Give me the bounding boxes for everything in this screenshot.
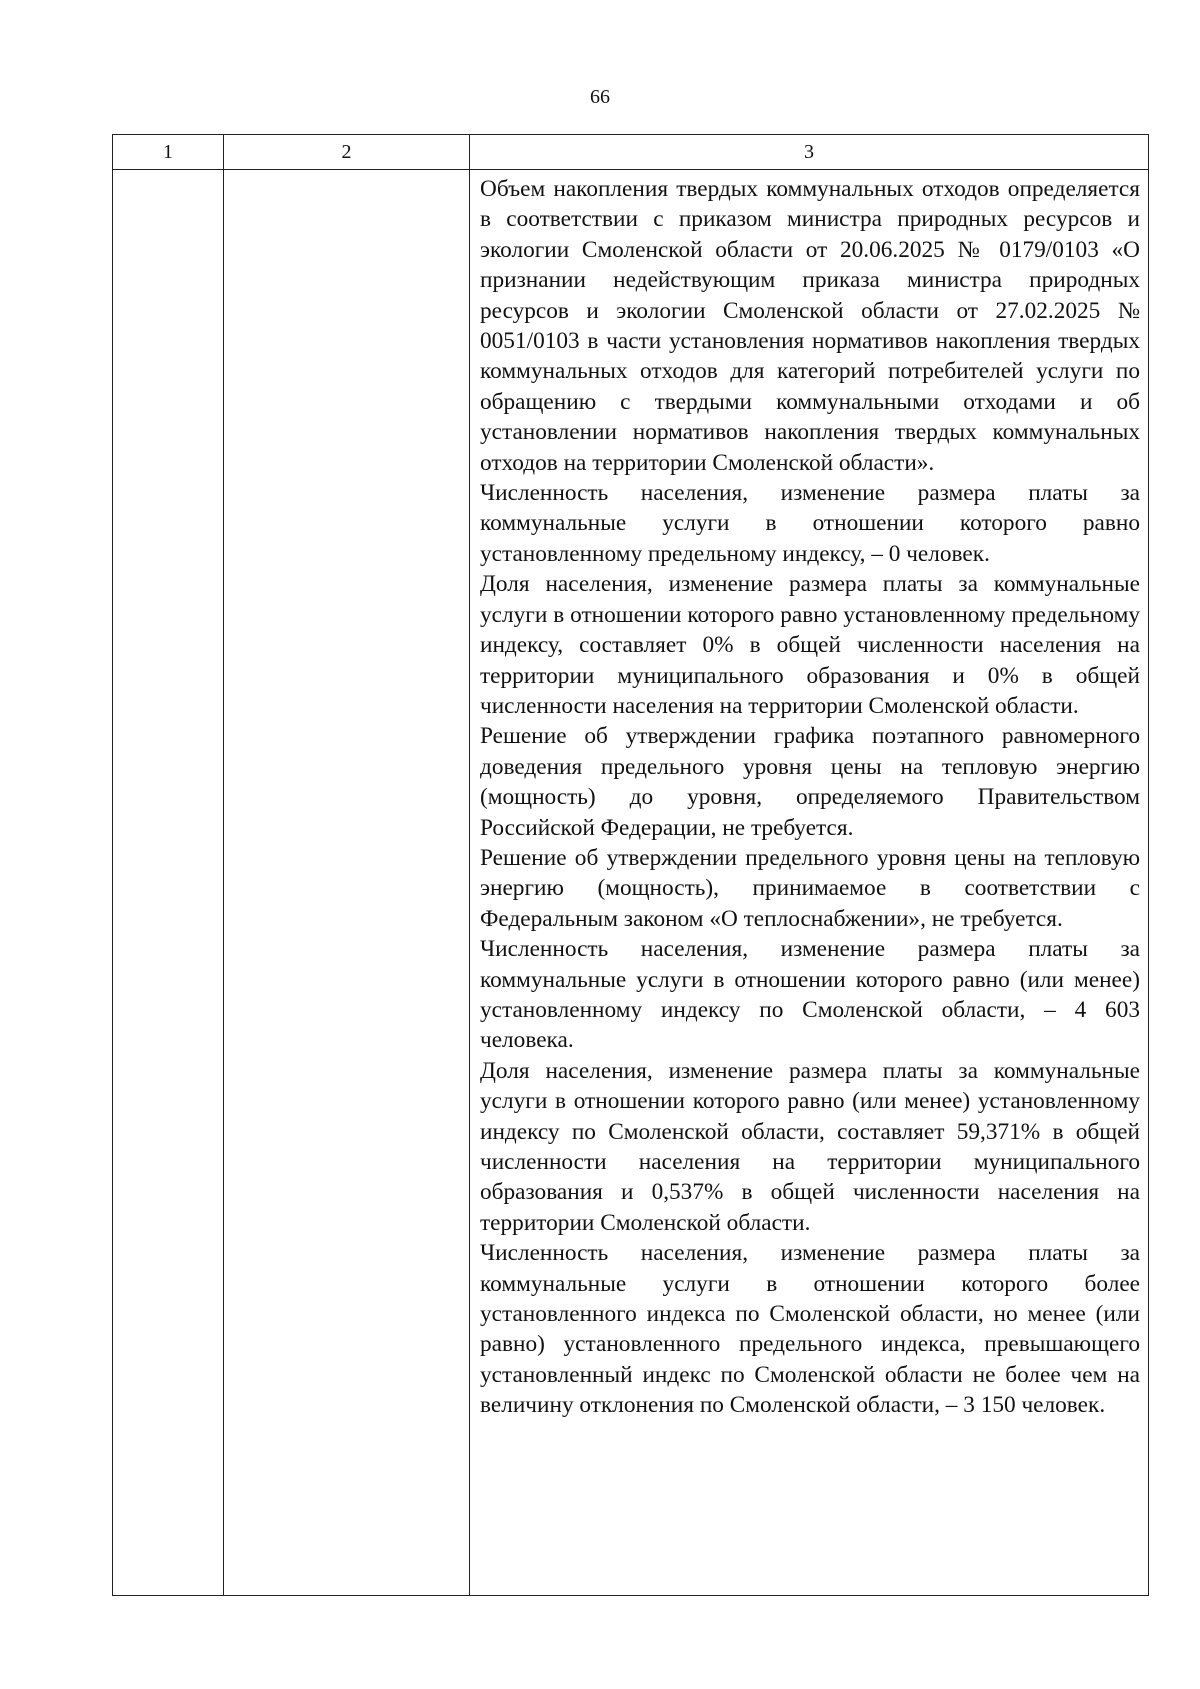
- page-number: 66: [590, 86, 610, 108]
- paragraph-population-equal-limit-index: Численность населения, изменение размера платы за коммунальные услуги в отношении которого равно установленному предельному индексу, – 0 человек.: [480, 480, 1140, 567]
- column-3-cell: [470, 170, 1149, 1596]
- column-header-2: 2: [224, 135, 470, 170]
- paragraph-population-equal-or-less-index: Численность населения, изменение размера платы за коммунальные услуги в отношении которого равно (или менее) установленному индексу по Смоленской области, – 4 603 человека.: [480, 936, 1140, 1054]
- paragraph-heat-price-limit: Решение об утверждении предельного уровня цены на тепловую энергию (мощность), принимаемое в соответствии с Федеральным законом «О теплоснабжении», не требуется.: [480, 844, 1140, 932]
- paragraph-share-equal-or-less-index: Доля населения, изменение размера платы за коммунальные услуги в отношении которого равно (или менее) установленному индексу по Смоленской области, составляет 59,371% в общей численности населения на территории муниципального образования и 0,537% в общей численности населения на территории Смоленской области.: [480, 1057, 1140, 1236]
- paragraph-heat-price-schedule: Решение об утверждении графика поэтапного равномерного доведения предельного уровня цены на тепловую энергию (мощность) до уровня, определяемого Правительством Российской Федерации, не требуется.: [480, 723, 1140, 841]
- paragraph-waste-volume: Объем накопления твердых коммунальных отходов определяется в соответствии с приказом министра природных ресурсов и экологии Смоленской области от 20.06.2025 № 0179/0103 «О признании недействующим приказа министра природных ресурсов и экологии Смоленской области от 27.02.2025 № 0051/0103 в части установления нормативов накопления твердых коммунальных отходов для категорий потребителей услуги по обращению с твердыми коммунальными отходами и об установлении нормативов накопления твердых коммунальных отходов на территории Смоленской области».: [480, 176, 1140, 476]
- paragraph-population-above-index: Численность населения, изменение размера платы за коммунальные услуги в отношении которого более установленного индекса по Смоленской области, но менее (или равно) установленного предельного индекса, превышающего установленный индекс по Смоленской области не более чем на величину отклонения по Смоленской области, – 3 150 человек.: [480, 1240, 1140, 1419]
- document-table: [112, 134, 1149, 1596]
- column-1-cell: [113, 170, 224, 1596]
- column-header-3: 3: [470, 135, 1149, 170]
- paragraph-share-equal-limit-index: Доля населения, изменение размера платы за коммунальные услуги в отношении которого равно установленному предельному индексу, составляет 0% в общей численности населения на территории муниципального образования и 0% в общей численности населения на территории Смоленской области.: [480, 571, 1140, 719]
- column-header-1: 1: [113, 135, 224, 170]
- table-header-row: [113, 135, 1149, 170]
- column-2-cell: [224, 170, 470, 1596]
- table-body-row: [113, 170, 1149, 1596]
